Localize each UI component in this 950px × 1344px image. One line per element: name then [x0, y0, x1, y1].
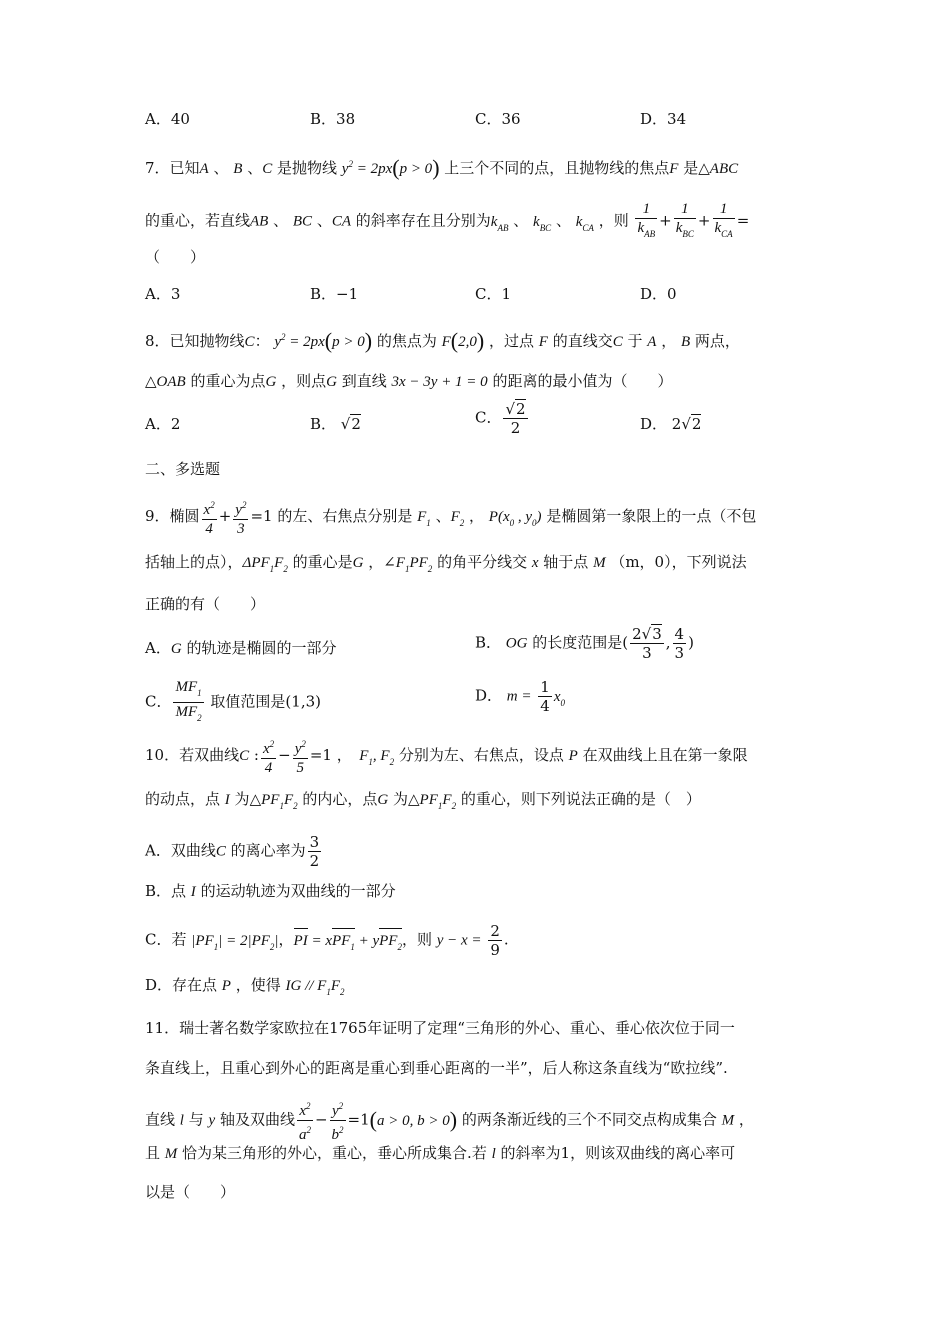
q10-option-d: D．存在点 P ，使得 IG // $F_1F_2$	[145, 976, 345, 997]
q10-option-a: A．双曲线C 的离心率为 $\frac{3}{2}$	[145, 833, 320, 870]
q7-option-b: B．−1	[310, 285, 359, 303]
q9-line-1: 9．椭圆 $\frac{x^2}{4}$ + $\frac{y^2}{3}$ =1 的左、右焦点分别是 $F_1$ 、$F_2$ ， $P(x_0$ , $y_0$) 是椭圆第一象限上的一点（不包	[145, 496, 756, 538]
q9-line-2: 括轴上的点），$\Delta PF_1F_2$ 的重心是G ，$\angle F_1PF_2$ 的角平分线交 x 轴于点 M （m，0），下列说法	[145, 553, 747, 574]
q7-line-2: 的重心，若直线AB 、 BC 、CA 的斜率存在且分别为$k_{AB}$ 、 $k_{BC}$ 、 $k_{CA}$ ，则 $\frac{1}{k_{AB}}$ + $\frac{1}{k_{BC}}$ + $\frac{1}{k_{CA}}$ =	[145, 201, 750, 239]
q9-option-b: B． OG 的长度范围是( $\frac{2√3}{3}$ , $\frac{4}{3}$ )	[475, 625, 694, 662]
q10-option-b: B．点 I 的运动轨迹为双曲线的一部分	[145, 882, 396, 900]
q8-option-a: A．2	[145, 415, 181, 433]
q7-line-3: （ ）	[145, 248, 206, 266]
q10-line-1: 10．若双曲线C : $\frac{x^2}{4}$ − $\frac{y^2}{5}$ =1 ， $F_1$, $F_2$ 分别为左、右焦点，设点 P 在双曲线上且在第一象限	[145, 735, 748, 777]
q11-line-3: 直线 l 与 y 轴及双曲线 $\frac{x^2}{a^2}$ − $\frac{y^2}{b^2}$ =1(a > 0, b > 0) 的两条渐近线的三个不同交点构成集合 M ，	[145, 1097, 754, 1144]
q6-option-c: C．36	[475, 110, 521, 128]
q11-line-4: 且 M 恰为某三角形的外心，重心，垂心所成集合.若 l 的斜率为1，则该双曲线的离心率可	[145, 1144, 736, 1162]
q7-option-d: D．0	[640, 285, 677, 303]
q11-line-5: 以是（ ）	[145, 1183, 236, 1201]
q10-option-c: C．若 $|PF_1| = 2|PF_2|$，PI = xPF$_1$ + yPF$_2$，则 y − x = $\frac{2}{9}$ .	[145, 922, 509, 959]
q6-option-b: B．38	[310, 110, 356, 128]
q6-option-d: D．34	[640, 110, 687, 128]
q7-option-a: A．3	[145, 285, 181, 303]
q11-line-2: 条直线上，且重心到外心的距离是重心到垂心距离的一半”，后人称这条直线为“欧拉线”.	[145, 1059, 728, 1077]
q9-option-d: D． m = $\frac{1}{4}$ $x_0$	[475, 678, 566, 715]
q6-option-a: A．40	[145, 110, 190, 128]
q8-option-c: C． $\frac{√2}{2}$	[475, 400, 526, 437]
q10-line-2: 的动点，点 I 为$\triangle PF_1F_2$ 的内心，点G 为$\triangle PF_1F_2$ 的重心，则下列说法正确的是（ ）	[145, 790, 701, 811]
q7-option-c: C．1	[475, 285, 512, 303]
q9-line-3: 正确的有（ ）	[145, 595, 266, 613]
q9-option-a: A．G 的轨迹是椭圆的一部分	[145, 639, 337, 657]
q8-option-b: B． √2	[310, 415, 361, 433]
q9-option-c: C． $\frac{MF_1}{MF_2}$ 取值范围是(1,3)	[145, 679, 321, 723]
q8-line-1: 8．已知抛物线C： $y^2 = 2px(p > 0)$ 的焦点为 F(2,0) ，过点 F 的直线交C 于 A ， B 两点，	[145, 328, 740, 353]
q11-line-1: 11．瑞士著名数学家欧拉在1765年证明了定理“三角形的外心、重心、垂心依次位于同一	[145, 1019, 735, 1037]
q8-option-d: D． 2√2	[640, 415, 702, 433]
q7-line-1: 7．已知A 、 B 、C 是抛物线 $y^2 = 2px(p > 0)$ 上三个不同的点，且抛物线的焦点F 是△ABC	[145, 155, 739, 180]
q8-line-2: △OAB 的重心为点G ，则点G 到直线 3x − 3y + 1 = 0 的距离的最小值为（ ）	[145, 372, 673, 390]
section-heading: 二、多选题	[145, 460, 221, 478]
